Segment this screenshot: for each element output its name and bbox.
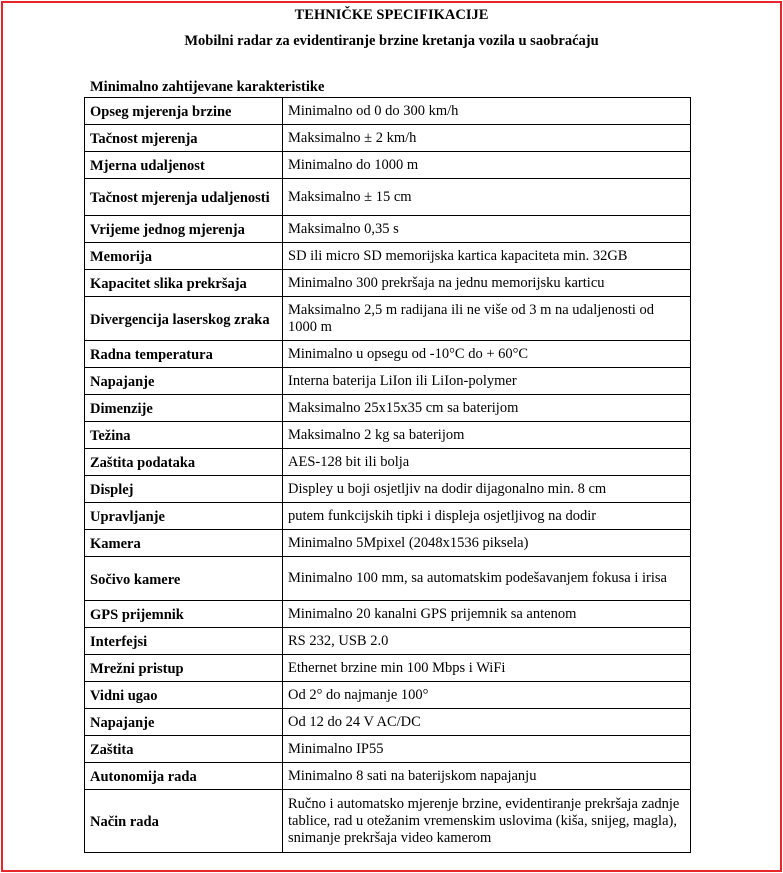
spec-value: SD ili micro SD memorijska kartica kapaciteta min. 32GB [283,243,691,270]
spec-row [85,152,691,179]
spec-value: Maksimalno 25x15x35 cm sa baterijom [283,395,691,422]
spec-value: Maksimalno 2 kg sa baterijom [283,422,691,449]
spec-row [85,530,691,557]
spec-row [85,736,691,763]
spec-table [84,97,691,853]
spec-key: Tačnost mjerenja udaljenosti [85,179,283,216]
spec-row [85,216,691,243]
spec-value: Od 12 do 24 V AC/DC [283,709,691,736]
spec-row [85,601,691,628]
spec-row [85,179,691,216]
spec-row [85,655,691,682]
spec-row [85,790,691,853]
spec-key: Radna temperatura [85,341,283,368]
spec-key: Težina [85,422,283,449]
spec-value: Minimalno 100 mm, sa automatskim podešavanjem fokusa i irisa [283,557,691,601]
document-title: TEHNIČKE SPECIFIKACIJE [294,7,489,23]
spec-key: Mjerna udaljenost [85,152,283,179]
spec-key: Mrežni pristup [85,655,283,682]
spec-row [85,98,691,125]
spec-value: RS 232, USB 2.0 [283,628,691,655]
spec-key: GPS prijemnik [85,601,283,628]
spec-row [85,341,691,368]
spec-key: Tačnost mjerenja [85,125,283,152]
spec-value: Minimalno IP55 [283,736,691,763]
spec-key: Divergencija laserskog zraka [85,297,283,341]
spec-value: putem funkcijskih tipki i displeja osjetljivog na dodir [283,503,691,530]
spec-value: AES-128 bit ili bolja [283,449,691,476]
spec-row [85,243,691,270]
spec-value: Minimalno u opsegu od -10°C do + 60°C [283,341,691,368]
spec-row [85,449,691,476]
spec-value: Minimalno 5Mpixel (2048x1536 piksela) [283,530,691,557]
spec-value: Minimalno 8 sati na baterijskom napajanju [283,763,691,790]
spec-value: Maksimalno 0,35 s [283,216,691,243]
spec-key: Opseg mjerenja brzine [85,98,283,125]
spec-key: Kamera [85,530,283,557]
spec-value: Interna baterija LiIon ili LiIon-polymer [283,368,691,395]
spec-key: Memorija [85,243,283,270]
spec-value: Minimalno od 0 do 300 km/h [283,98,691,125]
spec-value: Maksimalno ± 15 cm [283,179,691,216]
spec-row [85,557,691,601]
spec-row [85,297,691,341]
spec-key: Zaštita [85,736,283,763]
spec-key: Dimenzije [85,395,283,422]
spec-key: Displej [85,476,283,503]
spec-value: Od 2° do najmanje 100° [283,682,691,709]
spec-value: Minimalno do 1000 m [283,152,691,179]
spec-key: Zaštita podataka [85,449,283,476]
spec-row [85,395,691,422]
spec-value: Maksimalno 2,5 m radijana ili ne više od 3 m na udaljenosti od 1000 m [283,297,691,341]
spec-key: Upravljanje [85,503,283,530]
spec-row [85,368,691,395]
document-subtitle: Mobilni radar za evidentiranje brzine kretanja vozila u saobraćaju [184,33,599,49]
spec-value: Maksimalno ± 2 km/h [283,125,691,152]
spec-key: Napajanje [85,709,283,736]
spec-value: Displey u boji osjetljiv na dodir dijagonalno min. 8 cm [283,476,691,503]
spec-key: Autonomija rada [85,763,283,790]
spec-key: Vidni ugao [85,682,283,709]
spec-value: Ethernet brzine min 100 Mbps i WiFi [283,655,691,682]
spec-row [85,125,691,152]
spec-key: Napajanje [85,368,283,395]
spec-row [85,628,691,655]
spec-key: Vrijeme jednog mjerenja [85,216,283,243]
spec-value: Ručno i automatsko mjerenje brzine, evidentiranje prekršaja zadnje tablice, rad u otežanim vremenskim uslovima (kiša, snijeg, magla), snimanje prekršaja video kamerom [283,790,691,853]
spec-row [85,270,691,297]
spec-key: Kapacitet slika prekršaja [85,270,283,297]
section-heading: Minimalno zahtijevane karakteristike [90,79,325,95]
spec-row [85,476,691,503]
spec-key: Interfejsi [85,628,283,655]
spec-row [85,422,691,449]
spec-key: Način rada [85,790,283,853]
spec-row [85,503,691,530]
spec-row [85,709,691,736]
spec-row [85,682,691,709]
spec-value: Minimalno 20 kanalni GPS prijemnik sa antenom [283,601,691,628]
spec-key: Sočivo kamere [85,557,283,601]
spec-row [85,763,691,790]
spec-value: Minimalno 300 prekršaja na jednu memorijsku karticu [283,270,691,297]
